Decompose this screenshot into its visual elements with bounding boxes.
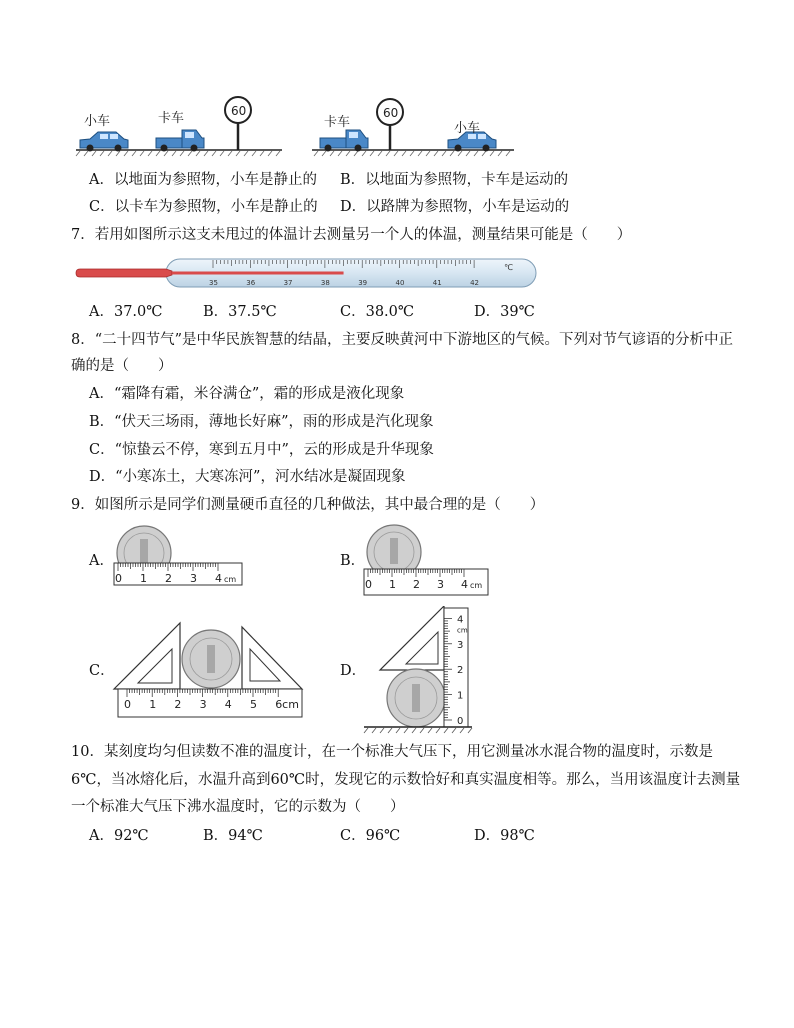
q8-stem-line1: 8．“二十四节气”是中华民族智慧的结晶，主要反映黄河中下游地区的气候。下列对节气谚语的分析中正 — [71, 332, 734, 348]
mercury-column — [172, 272, 344, 275]
left-truck-label: 卡车 — [158, 111, 185, 126]
ruler-label: cm — [224, 575, 237, 584]
q8-option-a[interactable]: A．“霜降有霜，米谷满仓”，霜的形成是液化现象 — [89, 386, 405, 402]
ruler-label: 4 — [224, 698, 232, 711]
thermometer-tick-label: 36 — [246, 279, 256, 287]
ruler-label: 0 — [124, 698, 131, 711]
right-sign-label: 60 — [383, 106, 399, 120]
left-car-label: 小车 — [84, 114, 111, 129]
thermometer-tick-label: 35 — [209, 279, 218, 287]
ruler-label: 1 — [140, 572, 147, 585]
ruler-label: 1 — [149, 698, 157, 711]
ruler-label: 4 — [215, 572, 222, 585]
ruler-label: 2 — [165, 572, 172, 585]
thermometer-unit: ℃ — [504, 263, 513, 272]
thermometer-tick-label: 40 — [395, 279, 405, 287]
mercury-bulb — [76, 269, 172, 277]
q9-option-d-figure[interactable] — [362, 606, 474, 734]
q9-label-c[interactable]: C． — [89, 663, 115, 679]
ruler-label: 3 — [199, 698, 207, 711]
q8-option-d[interactable]: D．“小寒冻土，大寒冻河”，河水结冰是凝固现象 — [89, 469, 406, 485]
ruler-label: 0 — [365, 578, 372, 591]
ruler-label: 6cm — [275, 698, 299, 711]
ruler-label: cm — [457, 626, 468, 635]
ruler-label: 4 — [461, 578, 468, 591]
q9-label-a[interactable]: A． — [89, 553, 114, 569]
thermometer-tick-label: 42 — [470, 279, 480, 287]
q10-line2: 6℃，当冰熔化后，水温升高到60℃时，发现它的示数恰好和真实温度相等。那么，当用该温度计去测量 — [71, 772, 741, 788]
triangle-ruler-icon — [380, 606, 444, 670]
truck-icon — [320, 130, 368, 152]
thermometer-tick-label: 38 — [320, 279, 330, 287]
q10-option-a[interactable]: A．92℃ — [89, 828, 149, 844]
q7-stem: 7．若用如图所示这支未甩过的体温计去测量另一个人的体温，测量结果可能是（ ） — [71, 227, 632, 243]
thermometer-tick-label: 41 — [432, 279, 442, 287]
ruler-label: 3 — [437, 578, 444, 591]
q8-option-b[interactable]: B．“伏天三场雨，薄地长好麻”，雨的形成是汽化现象 — [89, 414, 434, 430]
clinical-thermometer — [72, 256, 542, 292]
ruler-label: 3 — [457, 639, 464, 651]
q10-option-d[interactable]: D．98℃ — [474, 828, 535, 844]
q7-option-a[interactable]: A．37.0℃ — [89, 304, 163, 320]
ruler-label: 2 — [413, 578, 420, 591]
ruler-label: 3 — [190, 572, 197, 585]
ruler-label: 0 — [115, 572, 122, 585]
left-sign-label: 60 — [231, 104, 247, 118]
q10-option-c[interactable]: C．96℃ — [340, 828, 401, 844]
q7-option-b[interactable]: B．37.5℃ — [203, 304, 277, 320]
q10-line1: 10．某刻度均匀但读数不准的温度计，在一个标准大气压下，用它测量冰水混合物的温度时，示数是 — [71, 744, 713, 760]
q8-option-c[interactable]: C．“惊蛰云不停，寒到五月中”，云的形成是升华现象 — [89, 442, 434, 458]
coin-icon — [387, 669, 445, 727]
right-car-label: 小车 — [454, 121, 481, 136]
coin-icon — [182, 630, 240, 688]
ruler-label: 4 — [457, 614, 464, 626]
q7-option-d[interactable]: D．39℃ — [474, 304, 535, 320]
q9-stem: 9．如图所示是同学们测量硬币直径的几种做法，其中最合理的是（ ） — [71, 497, 545, 513]
truck-icon — [156, 130, 204, 152]
q9-option-b-figure[interactable] — [360, 524, 492, 600]
ruler-label: 0 — [457, 716, 464, 727]
q9-option-a-figure[interactable] — [110, 525, 250, 593]
q6-option-c[interactable]: C．以卡车为参照物，小车是静止的 — [89, 199, 318, 215]
q9-label-d[interactable]: D． — [340, 663, 367, 679]
triangle-ruler-icon — [114, 623, 180, 689]
q6-figure — [72, 92, 522, 162]
q6-option-a[interactable]: A．以地面为参照物，小车是静止的 — [89, 172, 317, 188]
ruler-label: cm — [470, 581, 483, 590]
left-road-scene — [76, 97, 282, 156]
q7-option-c[interactable]: C．38.0℃ — [340, 304, 415, 320]
ruler-label: 1 — [457, 690, 464, 702]
q6-option-d[interactable]: D．以路牌为参照物，小车是运动的 — [340, 199, 570, 215]
q10-option-b[interactable]: B．94℃ — [203, 828, 263, 844]
q6-option-b[interactable]: B．以地面为参照物，卡车是运动的 — [340, 172, 569, 188]
q9-option-c-figure[interactable] — [110, 617, 306, 721]
small-car-icon — [80, 132, 128, 152]
ruler-label: 1 — [389, 578, 396, 591]
q9-label-b[interactable]: B． — [340, 553, 366, 569]
q8-stem-line2: 确的是（ ） — [71, 358, 173, 374]
ruler-label: 5 — [250, 698, 257, 711]
q10-line3: 一个标准大气压下沸水温度时，它的示数为（ ） — [71, 799, 405, 815]
ruler-label: 2 — [174, 698, 182, 711]
ruler-label: 2 — [457, 665, 464, 677]
thermometer-tick-label: 37 — [283, 279, 293, 287]
right-road-scene — [312, 99, 514, 156]
right-truck-label: 卡车 — [324, 115, 351, 130]
thermometer-tick-label: 39 — [358, 279, 368, 287]
triangle-ruler-icon — [242, 627, 302, 689]
